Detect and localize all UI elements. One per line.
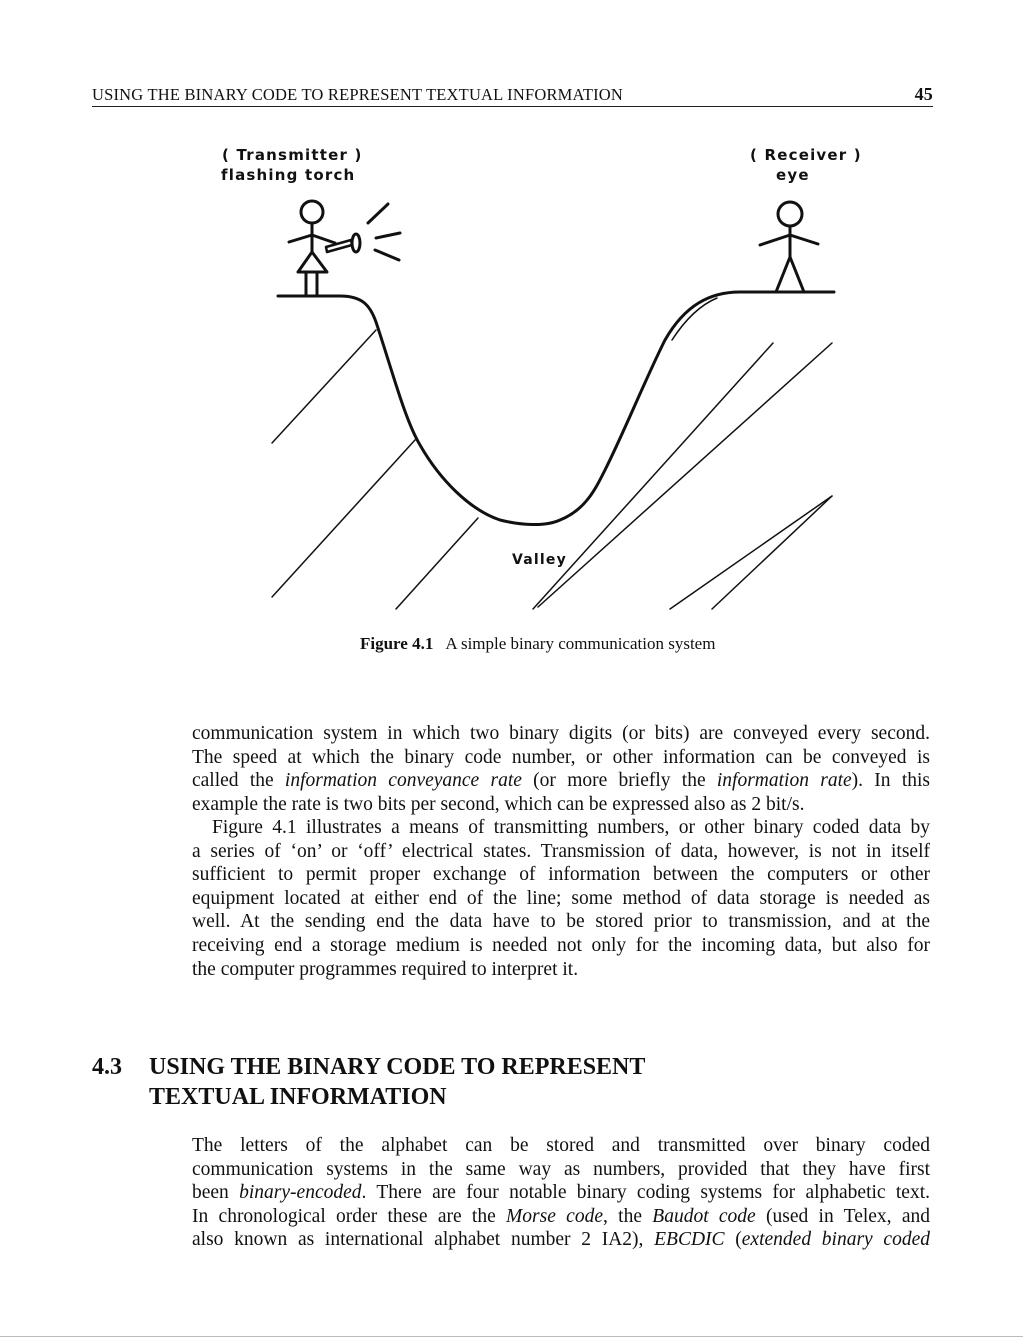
figure-caption <box>360 634 715 654</box>
text-line: been binary-encoded. There are four notable binary coding systems for alphabetic text. <box>192 1182 931 1204</box>
term-binary-encoded: binary-encoded <box>239 1182 362 1204</box>
receiver-label: ( Receiver ) <box>750 146 862 164</box>
running-head-title: USING THE BINARY CODE TO REPRESENT TEXTUAL INFORMATION <box>92 85 624 104</box>
valley-curve <box>278 292 834 525</box>
caption-text: A simple binary communication system <box>445 634 716 653</box>
section-title-line-2: TEXTUAL INFORMATION <box>149 1084 447 1110</box>
section-title-line-1: USING THE BINARY CODE TO REPRESENT <box>149 1054 646 1080</box>
flashing-torch-icon <box>326 204 400 260</box>
text-line: the computer programmes required to interpret it. <box>192 958 579 980</box>
text-line: receiving end a storage medium is needed not only for the incoming data, but also for <box>192 934 930 956</box>
text-line: The letters of the alphabet can be stored and transmitted over binary coded <box>192 1135 930 1156</box>
transmitter-label: ( Transmitter ) <box>222 146 363 164</box>
transmitter-sublabel: flashing torch <box>221 166 356 184</box>
receiver-sublabel: eye <box>776 166 810 184</box>
strata-line <box>670 496 832 609</box>
term-ebcdic: EBCDIC <box>654 1229 725 1251</box>
text-line: communication systems in the same way as numbers, provided that they have first <box>192 1158 930 1180</box>
text-line: The speed at which the binary code number, or other information can be conveyed is <box>192 746 930 768</box>
page-number: 45 <box>914 84 933 104</box>
term-information-rate: information rate <box>716 770 852 792</box>
text-line: also known as international alphabet number 2 IA2), EBCDIC (extended binary coded <box>192 1229 930 1251</box>
text-line: Figure 4.1 illustrates a means of transmitting numbers, or other binary coded data by <box>212 817 930 838</box>
paragraph-3 <box>192 1134 930 1252</box>
caption-number: Figure 4.1 <box>360 634 434 653</box>
strata-lines <box>272 330 832 609</box>
figure-valley-diagram <box>0 0 1023 640</box>
section-number: 4.3 <box>92 1054 122 1080</box>
paragraph-2 <box>192 816 930 981</box>
text-line: called the information conveyance rate (or more briefly the information rate). In this <box>192 770 930 792</box>
page-bottom-rule <box>0 1336 1023 1337</box>
text-line: a series of ‘on’ or ‘off’ electrical states. Transmission of data, however, is not in itself <box>192 840 930 862</box>
strata-line <box>396 518 478 609</box>
paragraph-1 <box>192 722 930 816</box>
term-extended-binary-coded: extended binary coded <box>741 1229 930 1251</box>
text-line: well. At the sending end the data have to be stored prior to transmission, and at the <box>192 911 930 933</box>
term-information-conveyance-rate: information conveyance rate <box>284 770 522 792</box>
strata-line <box>712 496 832 609</box>
valley-label: Valley <box>512 552 567 568</box>
receiver-figure <box>760 202 818 292</box>
text-line: example the rate is two bits per second, which can be expressed also as 2 bit/s. <box>192 793 805 815</box>
strata-line <box>533 343 773 609</box>
text-line: sufficient to permit proper exchange of information between the computers or other <box>192 864 930 886</box>
text-line: In chronological order these are the Morse code, the Baudot code (used in Telex, and <box>192 1205 930 1227</box>
strata-line <box>272 330 376 443</box>
text-line: communication system in which two binary digits (or bits) are conveyed every second. <box>192 723 930 744</box>
term-morse-code: Morse code <box>506 1205 603 1227</box>
strata-line <box>538 343 832 607</box>
transmitter-figure <box>289 201 335 296</box>
text-line: equipment located at either end of the line; some method of data storage is needed as <box>192 887 930 909</box>
term-baudot-code: Baudot code <box>652 1205 756 1227</box>
strata-line <box>272 440 415 597</box>
